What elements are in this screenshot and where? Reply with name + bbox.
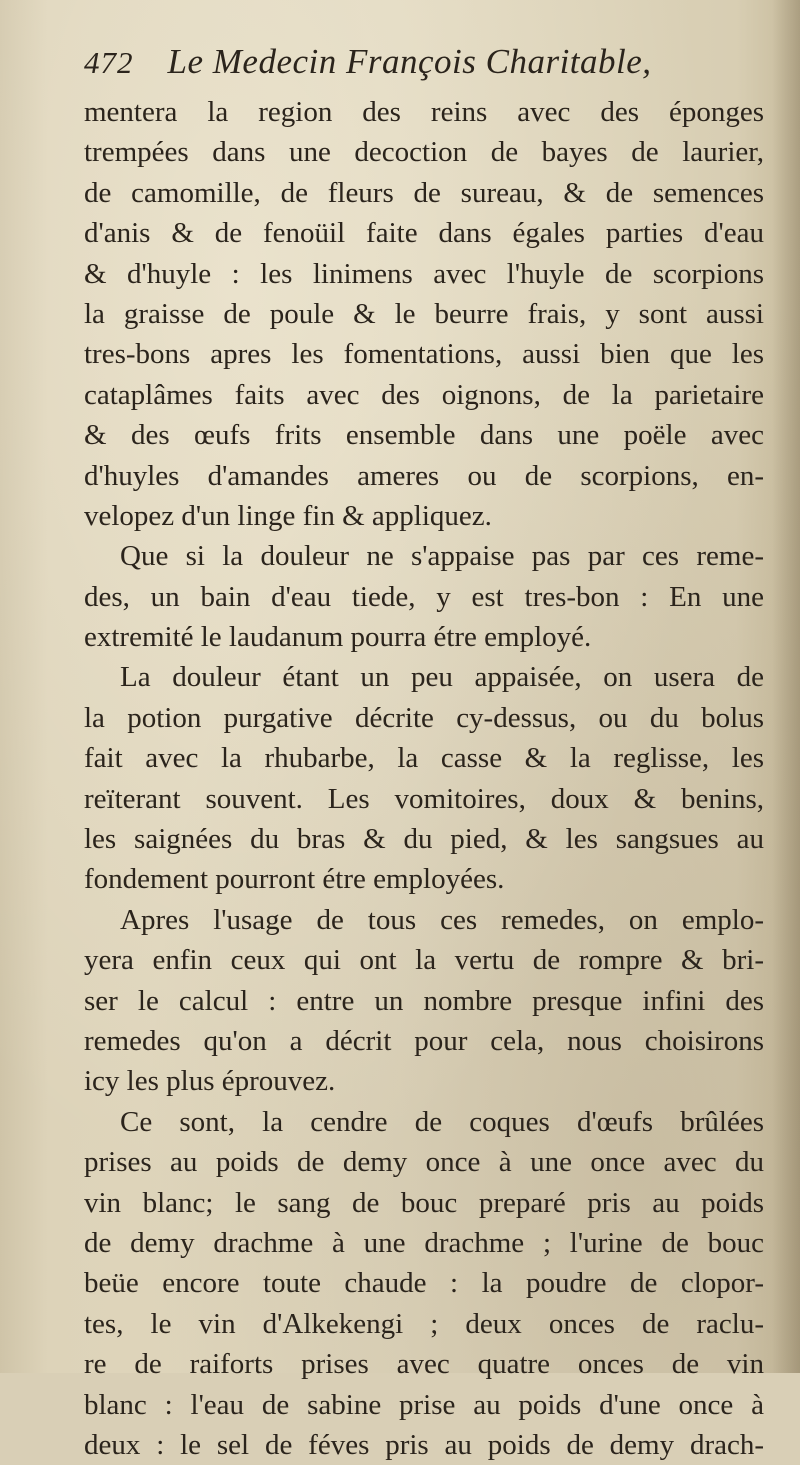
text-line: de camomille, de fleurs de sureau, & de semences [84, 176, 764, 209]
text-line: fondement pourront étre employées. [84, 863, 505, 896]
text-line: beüe encore toute chaude : la poudre de clopor- [84, 1267, 764, 1300]
text-line: & d'huyle : les linimens avec l'huyle de scorpions [84, 257, 764, 290]
text-line: reïterant souvent. Les vomitoires, doux & benins, [84, 782, 764, 815]
text-line: icy les plus éprouvez. [84, 1065, 336, 1098]
text-line: re de raiforts prises avec quatre onces de vin [84, 1348, 764, 1381]
page-number: 472 [84, 45, 134, 80]
text-line: trempées dans une decoction de bayes de laurier, [84, 136, 764, 169]
text-line: la graisse de poule & le beurre frais, y sont aussi [84, 297, 764, 330]
running-title: Le Medecin François Charitable, [167, 42, 652, 81]
text-line: remedes qu'on a décrit pour cela, nous choisirons [84, 1024, 764, 1057]
text-line: La douleur étant un peu appaisée, on usera de [120, 661, 764, 694]
text-line: prises au poids de demy once à une once avec du [84, 1146, 764, 1179]
text-line: cataplâmes faits avec des oignons, de la parietaire [84, 378, 764, 411]
text-line: ser le calcul : entre un nombre presque infini des [84, 984, 764, 1017]
text-line: la potion purgative décrite cy-dessus, ou du bolus [84, 701, 764, 734]
text-line: deux : le sel de féves pris au poids de demy drach- [84, 1428, 764, 1461]
body-text [84, 92, 764, 1465]
text-line: Que si la douleur ne s'appaise pas par ces reme- [120, 540, 764, 573]
page-header [84, 42, 744, 96]
text-line: de demy drachme à une drachme ; l'urine de bouc [84, 1226, 764, 1259]
text-line: d'anis & de fenoüil faite dans égales parties d'eau [84, 217, 764, 250]
text-line: les saignées du bras & du pied, & les sangsues au [84, 823, 764, 856]
text-line: fait avec la rhubarbe, la casse & la reglisse, les [84, 742, 764, 775]
text-line: mentera la region des reins avec des éponges [84, 96, 764, 128]
text-line: Ce sont, la cendre de coques d'œufs brûlées [120, 1105, 764, 1138]
text-line: vin blanc; le sang de bouc preparé pris au poids [84, 1186, 764, 1219]
text-line: tes, le vin d'Alkekengi ; deux onces de raclu- [84, 1307, 764, 1340]
text-line: Apres l'usage de tous ces remedes, on emplo- [120, 903, 764, 936]
text-line: velopez d'un linge fin & appliquez. [84, 499, 492, 532]
text-line: blanc : l'eau de sabine prise au poids d'une once à [84, 1388, 764, 1421]
text-line: & des œufs frits ensemble dans une poële avec [84, 419, 764, 452]
text-line: d'huyles d'amandes ameres ou de scorpions, en- [84, 459, 764, 492]
text-line: tres-bons apres les fomentations, aussi bien que les [84, 338, 764, 371]
text-line: extremité le laudanum pourra étre employé. [84, 621, 592, 654]
text-line: des, un bain d'eau tiede, y est tres-bon : En une [84, 580, 764, 613]
text-line: yera enfin ceux qui ont la vertu de rompre & bri- [84, 944, 764, 977]
